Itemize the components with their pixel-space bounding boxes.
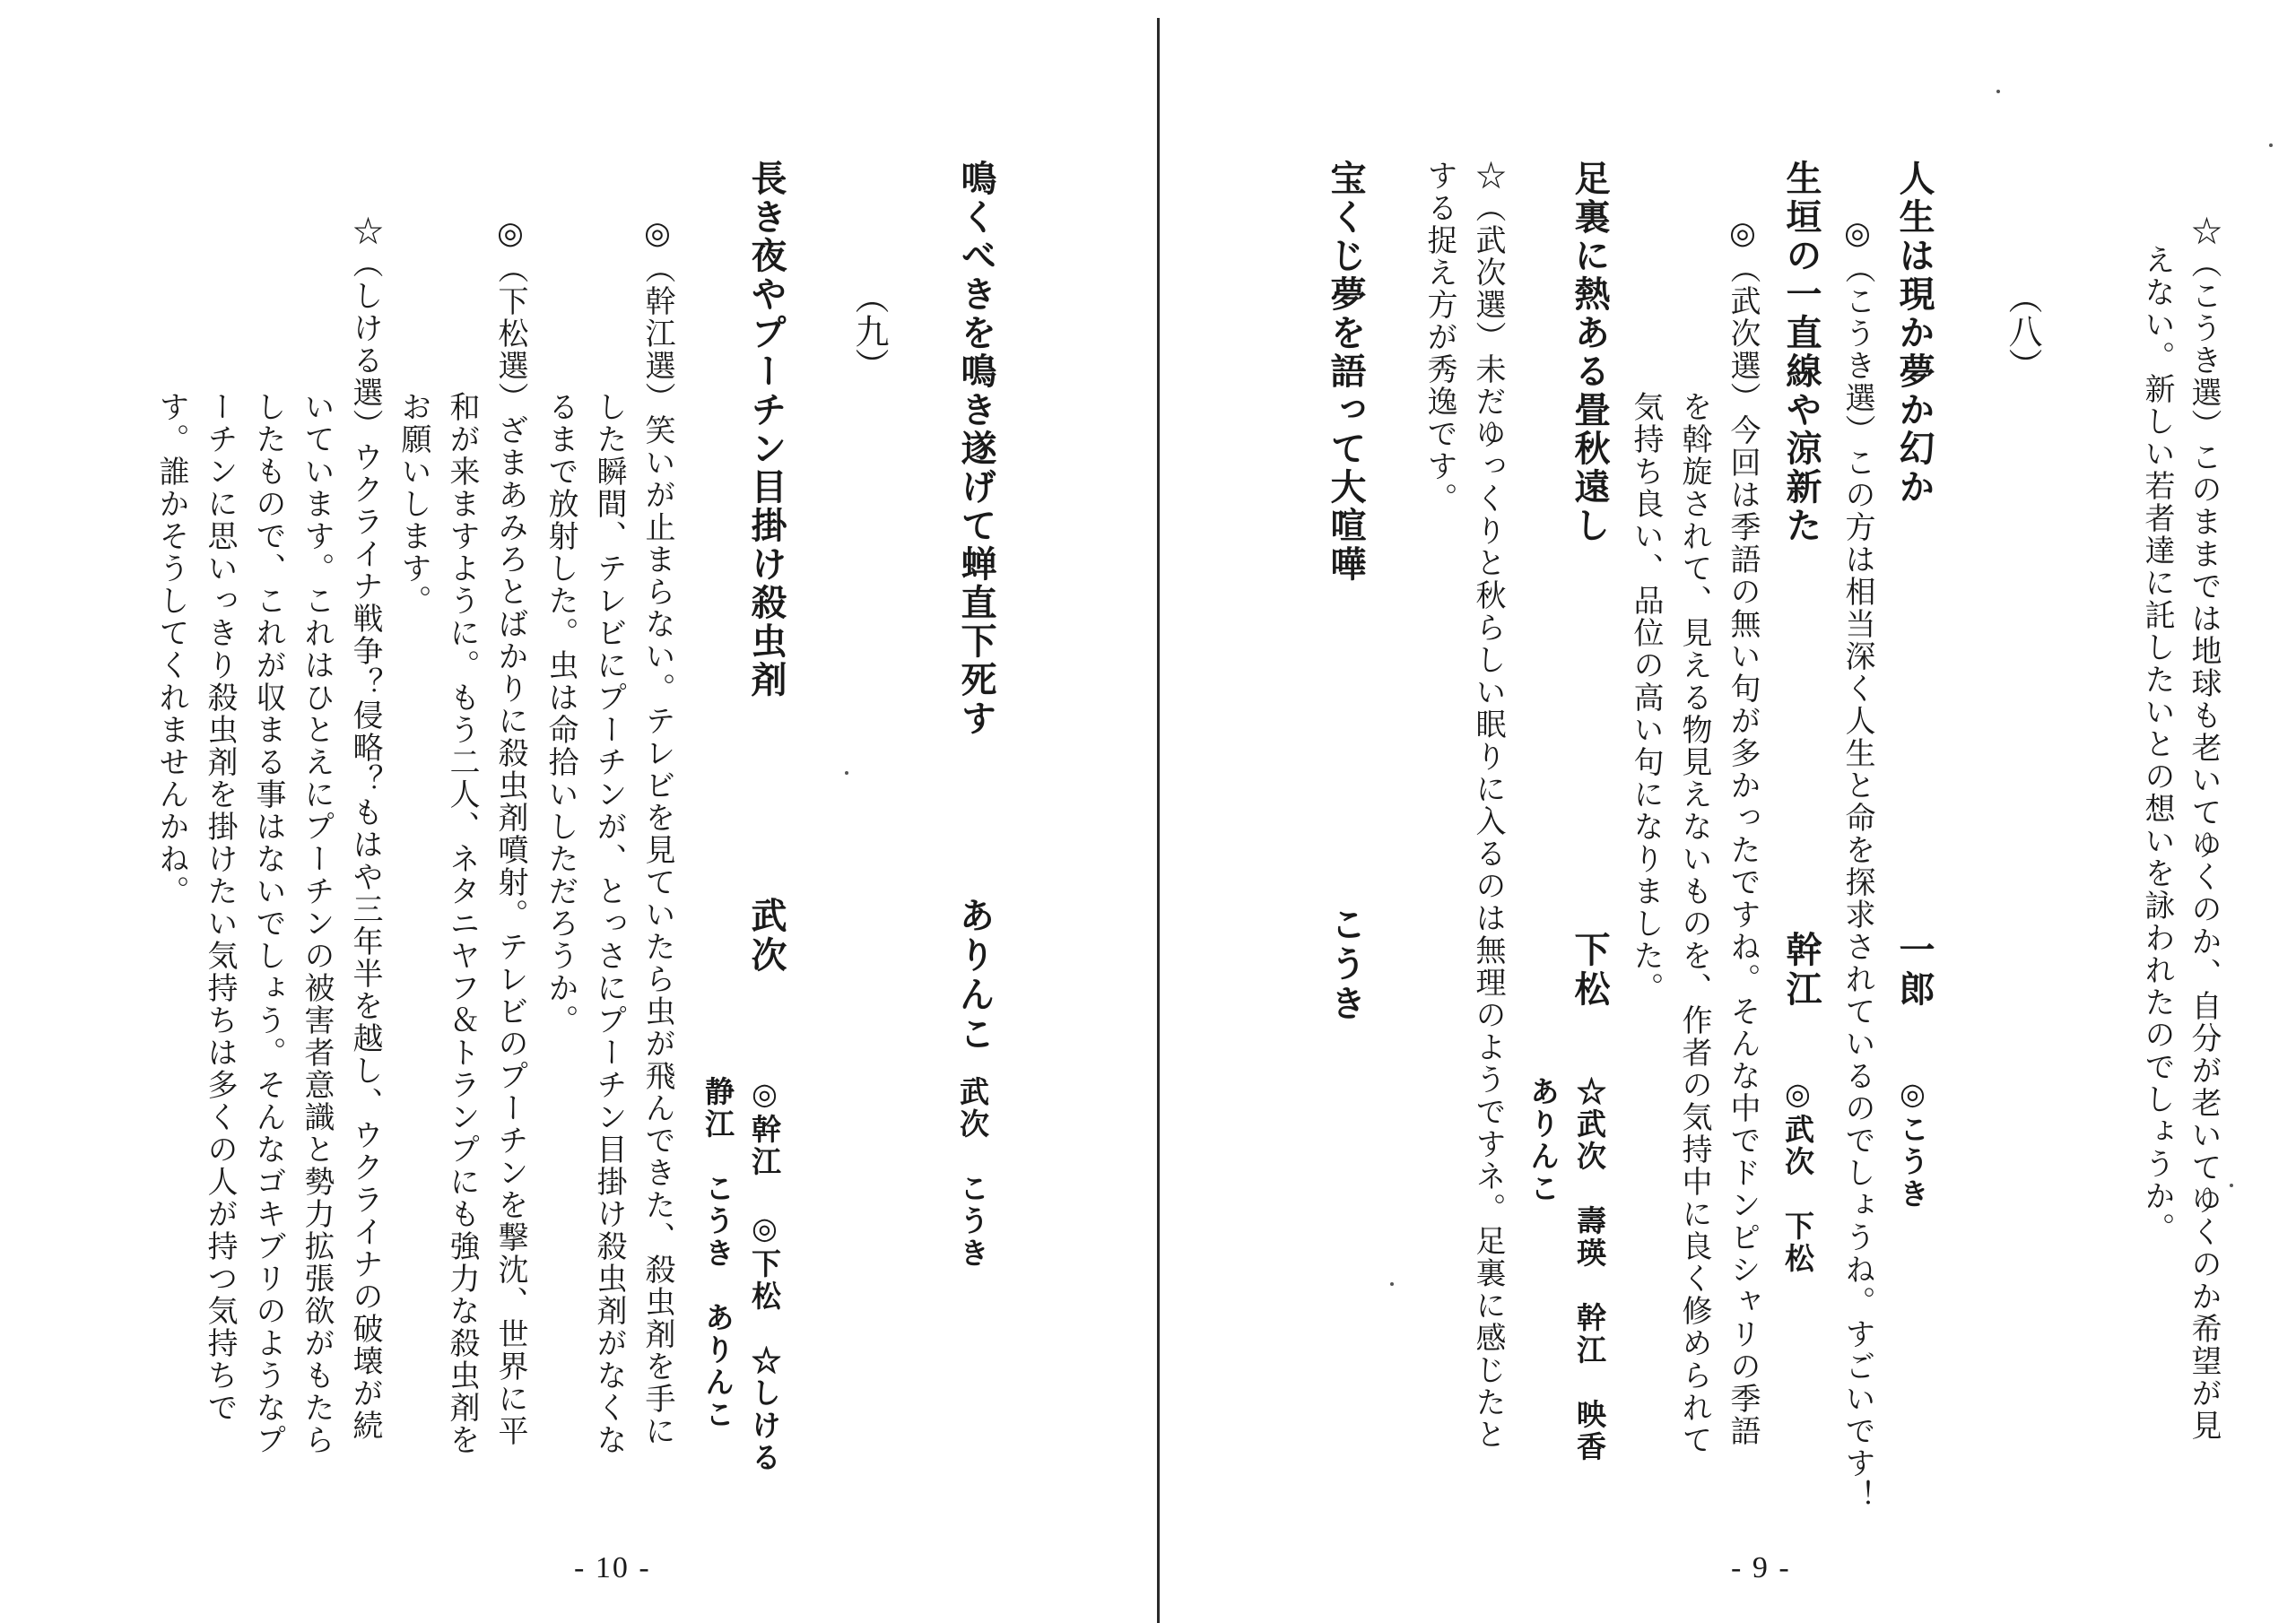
- continuation-comment-line-1: ☆（こうき選）このままでは地球も老いてゆくのか、自分が老いてゆくのか希望が見: [2186, 215, 2222, 1442]
- scan-speck: [2269, 143, 2273, 147]
- section-heading-9: （九）: [849, 280, 889, 382]
- scan-speck: [845, 771, 848, 775]
- selection-comment: ☆（武次選）未だゆっくりと秋らしい眠りに入るのは無理のようですネ。足裏に感じたと: [1470, 160, 1506, 1451]
- haiku-voters: ◎こうき: [1895, 1076, 1930, 1211]
- haiku-voters: ☆武次 壽瑛 幹江 映香: [1572, 1076, 1607, 1463]
- haiku-text: 長き夜やプーチン目掛け殺虫剤: [745, 160, 787, 699]
- selection-comment: お願いします。: [396, 391, 431, 617]
- haiku-author: 一郎: [1893, 931, 1935, 1010]
- haiku-voters: 武次 こうき: [955, 1076, 990, 1270]
- haiku-text: 宝くじ夢を語って大喧嘩: [1325, 160, 1367, 584]
- scan-speck: [2230, 1184, 2233, 1187]
- selection-comment: する捉え方が秀逸です。: [1422, 160, 1457, 515]
- selection-comment: した瞬間、テレビにプーチンが、とっさにプーチン目掛け殺虫剤がなくな: [591, 391, 627, 1456]
- section-heading-8: （八）: [2003, 280, 2042, 382]
- selection-comment: したもので、これが収まる事はないでしょう。そんなゴキブリのようなプ: [250, 391, 286, 1456]
- haiku-voters: ◎武次 下松: [1780, 1076, 1815, 1275]
- selection-comment: す。誰かそうしてくれませんかね。: [153, 391, 189, 907]
- haiku-author: 幹江: [1780, 931, 1822, 1010]
- selection-comment: ◎（こうき選）この方は相当深く人生と命を探求されているのでしょうね。すごいです！: [1839, 215, 1875, 1512]
- page-9: [1161, 0, 2296, 1623]
- selection-comment: いています。これはひとえにプーチンの被害者意識と勢力拡張欲がもたら: [299, 391, 335, 1456]
- selection-comment: ーチンに思いっきり殺虫剤を掛けたい気持ちは多くの人が持つ気持ちで: [202, 391, 238, 1424]
- selection-comment: 和が来ますように。もう二人、ネタニヤフ＆トランプにも強力な殺虫剤を: [444, 391, 480, 1456]
- continuation-comment-line-2: えない。新しい若者達に託したいとの想いを詠われたのでしょうか。: [2139, 244, 2175, 1245]
- haiku-voters: 静江 こうき ありんこ: [700, 1076, 735, 1431]
- haiku-voters: ◎幹江 ◎下松 ☆しける: [747, 1076, 782, 1474]
- scan-speck: [1390, 1282, 1394, 1286]
- haiku-author: 武次: [745, 897, 787, 976]
- selection-comment: ◎（武次選）今回は季語の無い句が多かったですね。そんな中でドンピシャリの季語: [1725, 215, 1761, 1447]
- scan-speck: [1996, 90, 2000, 93]
- haiku-text: 足裏に熱ある畳秋遠し: [1569, 160, 1611, 545]
- haiku-author: こうき: [1325, 906, 1367, 1024]
- selection-comment: を斡旋されて、見える物見えないものを、作者の気持中に良く修められて: [1676, 391, 1712, 1456]
- selection-comment: るまで放射した。虫は命拾いしただろうか。: [543, 391, 578, 1037]
- selection-comment: 気持ち良い、品位の高い句になりました。: [1628, 391, 1664, 1004]
- haiku-text: 鳴くべきを鳴き遂げて蝉直下死す: [955, 160, 997, 738]
- haiku-text: 生垣の一直線や涼新た: [1780, 160, 1822, 545]
- haiku-voters: ありんこ: [1526, 1076, 1561, 1205]
- haiku-author: 下松: [1569, 931, 1611, 1010]
- book-fold: [1157, 18, 1160, 1623]
- selection-comment: ◎（下松選）ざまあみろとばかりに殺虫剤噴射。テレビのプーチンを撃沈、世界に平: [492, 215, 528, 1447]
- page-number: - 9 -: [1731, 1551, 1791, 1584]
- selection-comment: ☆（しける選）ウクライナ戦争？侵略？もはや三年半を越し、ウクライナの破壊が続: [347, 215, 383, 1442]
- haiku-text: 人生は現か夢か幻か: [1893, 160, 1935, 507]
- selection-comment: ◎（幹江選）笑いが止まらない。テレビを見ていたら虫が飛んできた、殺虫剤を手に: [639, 215, 675, 1447]
- haiku-author: ありんこ: [953, 897, 996, 1055]
- page-number: - 10 -: [574, 1551, 651, 1584]
